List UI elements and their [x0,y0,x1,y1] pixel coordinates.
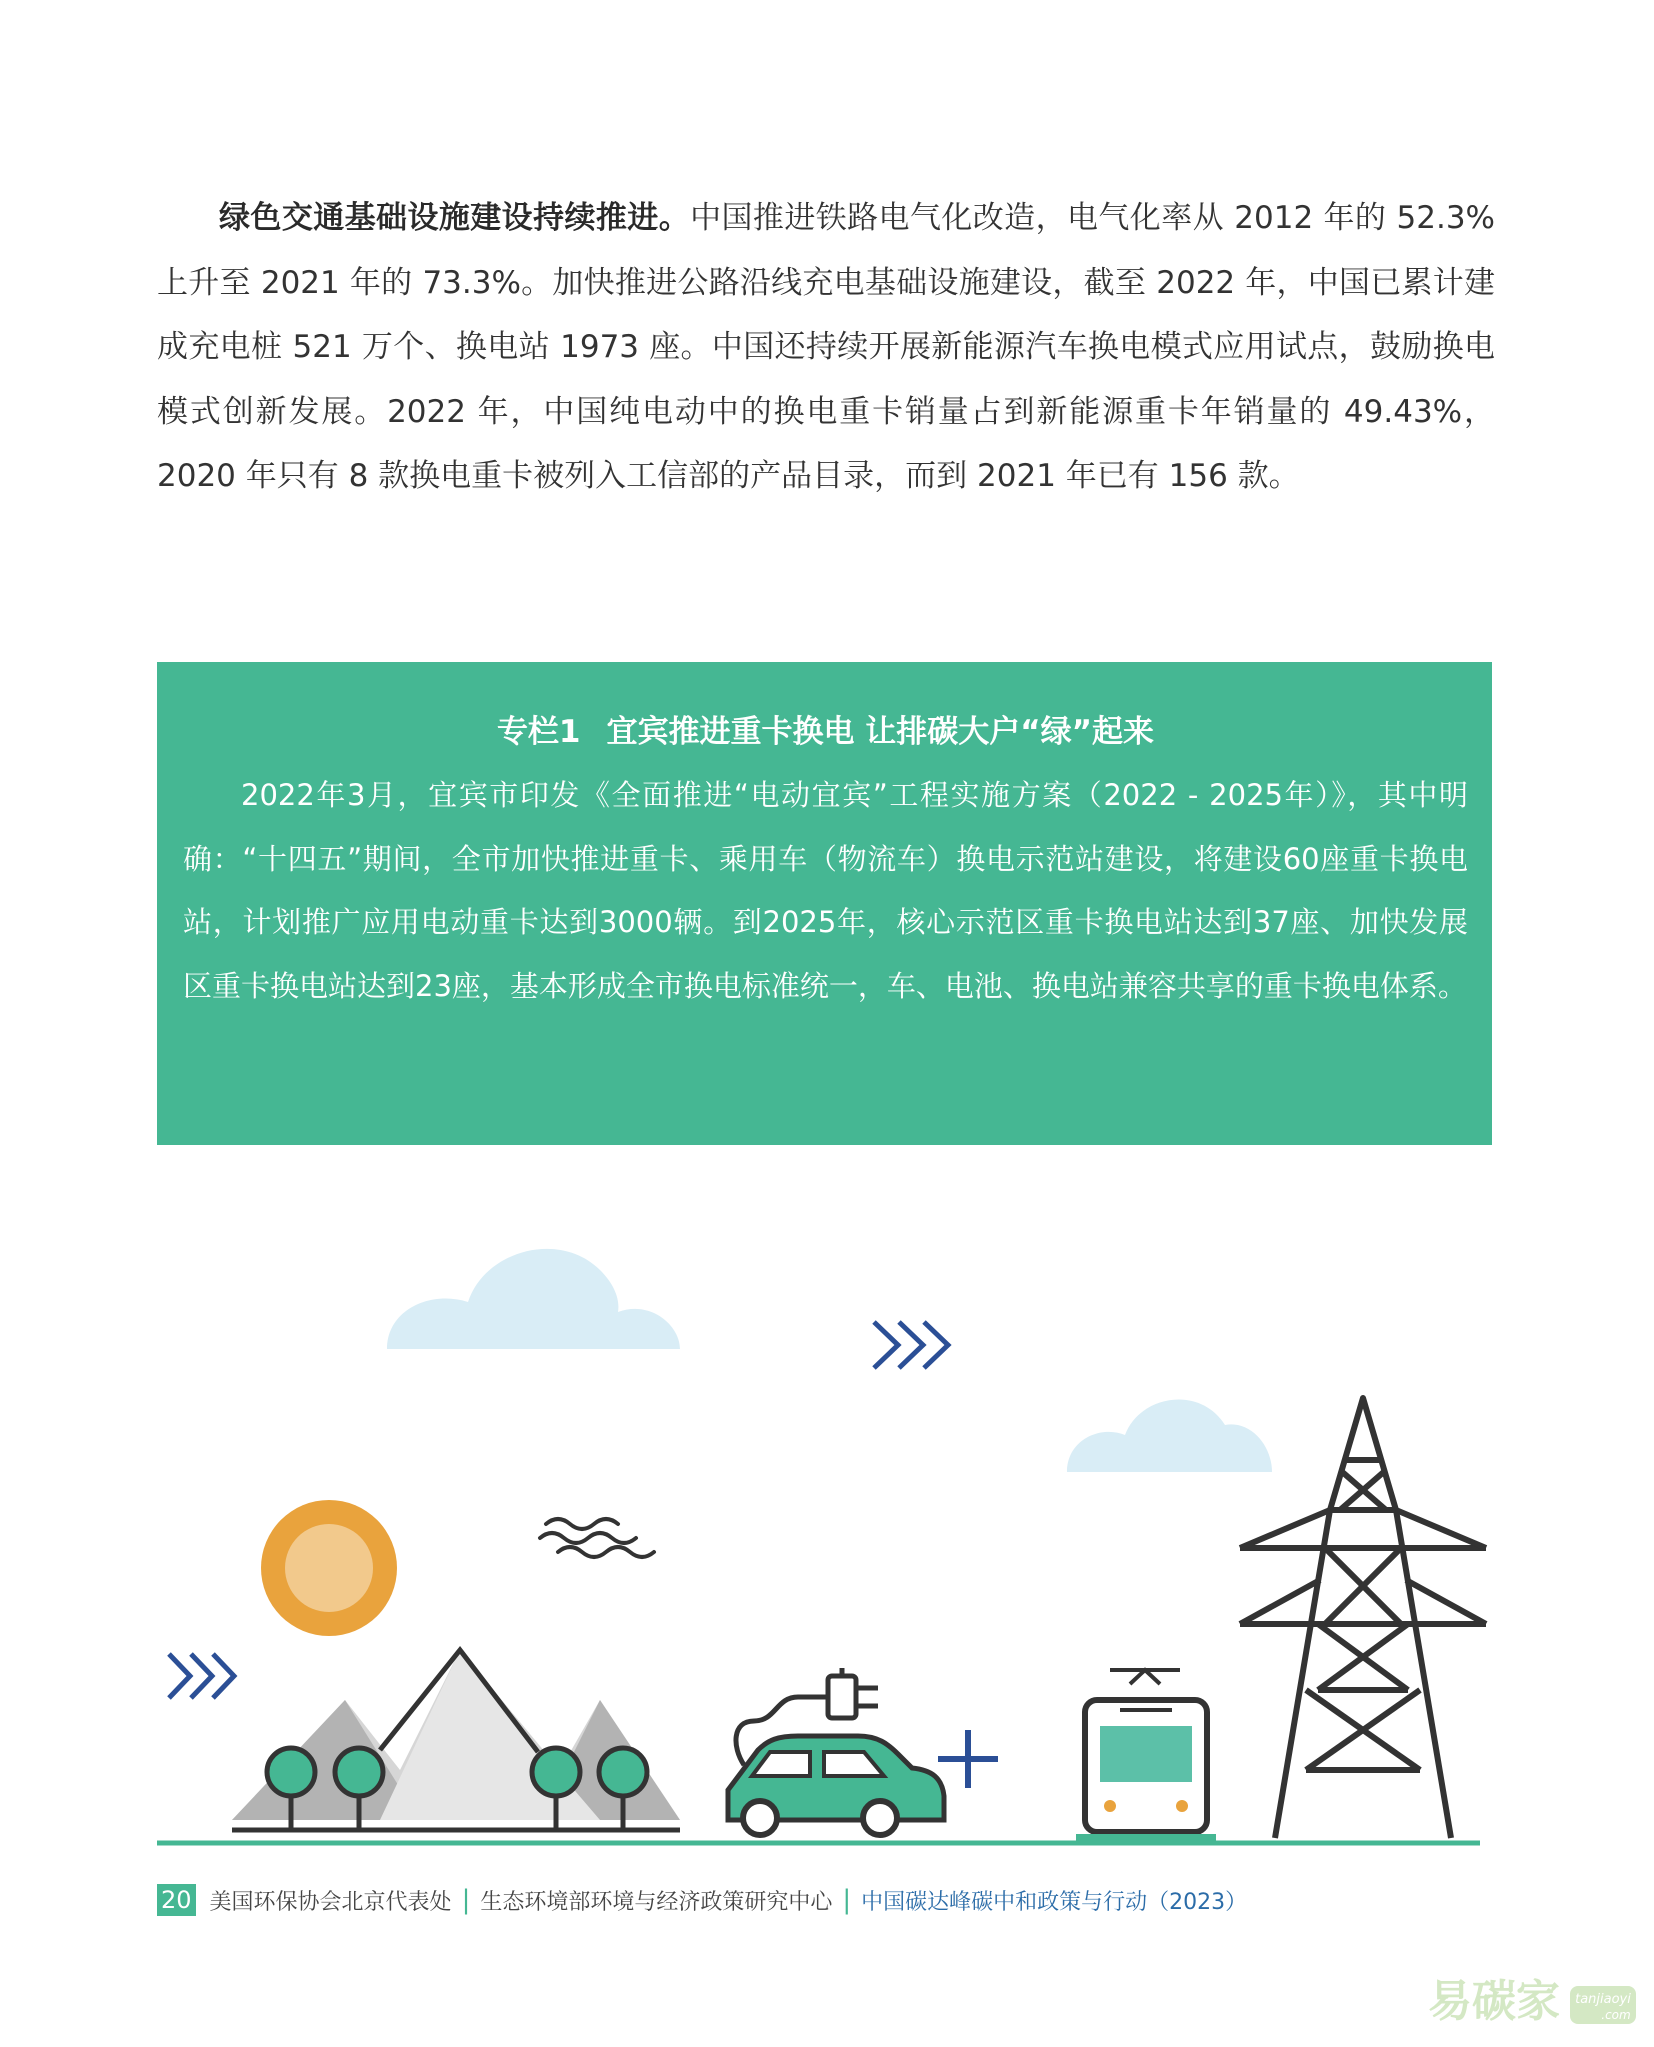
column-body: 2022年3月，宜宾市印发《全面推进“电动宜宾”工程实施方案（2022 - 2025年）》，其中明确：“十四五”期间，全市加快推进重卡、乘用车（物流车）换电示范站建设，将建设60座重卡换电站，计划推广应用电动重卡达到3000辆。到2025年，核心示范区重卡换电站达到37座、加快发展区重卡换电站达到23座，基本形成全市换电标准统一，车、电池、换电站兼容共享的重卡换电体系。 [183,778,1468,1003]
column-box [157,662,1492,1145]
watermark-domain-2: .com [1601,2008,1631,2022]
ev-car-icon [728,1736,944,1835]
column-label: 专栏1 [496,714,581,750]
sun-icon [261,1500,397,1636]
tram-icon [1076,1670,1216,1842]
chevrons-icon [169,1654,234,1698]
page-footer [157,1882,1247,1918]
footer-org-2: 生态环境部环境与经济政策研究中心 [480,1889,833,1915]
wave-icon [540,1519,654,1557]
column-heading: 宜宾推进重卡换电 让排碳大户“绿”起来 [606,714,1155,750]
plus-icon [938,1730,998,1788]
page-number: 20 [157,1884,196,1916]
pylon-icon [1240,1398,1486,1838]
cloud-icon [387,1249,680,1349]
footer-separator: | [461,1885,471,1915]
green-transport-illustration [0,1230,1654,1860]
intro-body: 中国推进铁路电气化改造，电气化率从 2012 年的 52.3% 上升至 2021 年的 73.3%。加快推进公路沿线充电基础设施建设，截至 2022 年，中国已累计建成充电桩 521 万个、换电站 1973 座。中国还持续开展新能源汽车换电模式应用试点，鼓励换电模式创新发展。2022 年，中国纯电动中的换电重卡销量占到新能源重卡年销量的 49.43%，2020 年只有 8 款换电重卡被列入工信部的产品目录，而到 2021 年已有 156 款。 [157,200,1495,494]
watermark-domain-1: tanjiaoyi [1575,1992,1631,2007]
footer-separator: | [842,1885,852,1915]
cloud-icon [1067,1400,1272,1472]
chevrons-icon [874,1322,948,1368]
footer-report-title: 中国碳达峰碳中和政策与行动（2023） [861,1889,1248,1915]
watermark-brand: 易碳家 [1428,1976,1560,2027]
footer-org-1: 美国环保协会北京代表处 [209,1889,452,1915]
watermark-logo [1428,1968,1638,2032]
column-title [183,712,1468,752]
intro-lead: 绿色交通基础设施建设持续推进。 [219,200,691,236]
intro-paragraph [157,186,1495,509]
